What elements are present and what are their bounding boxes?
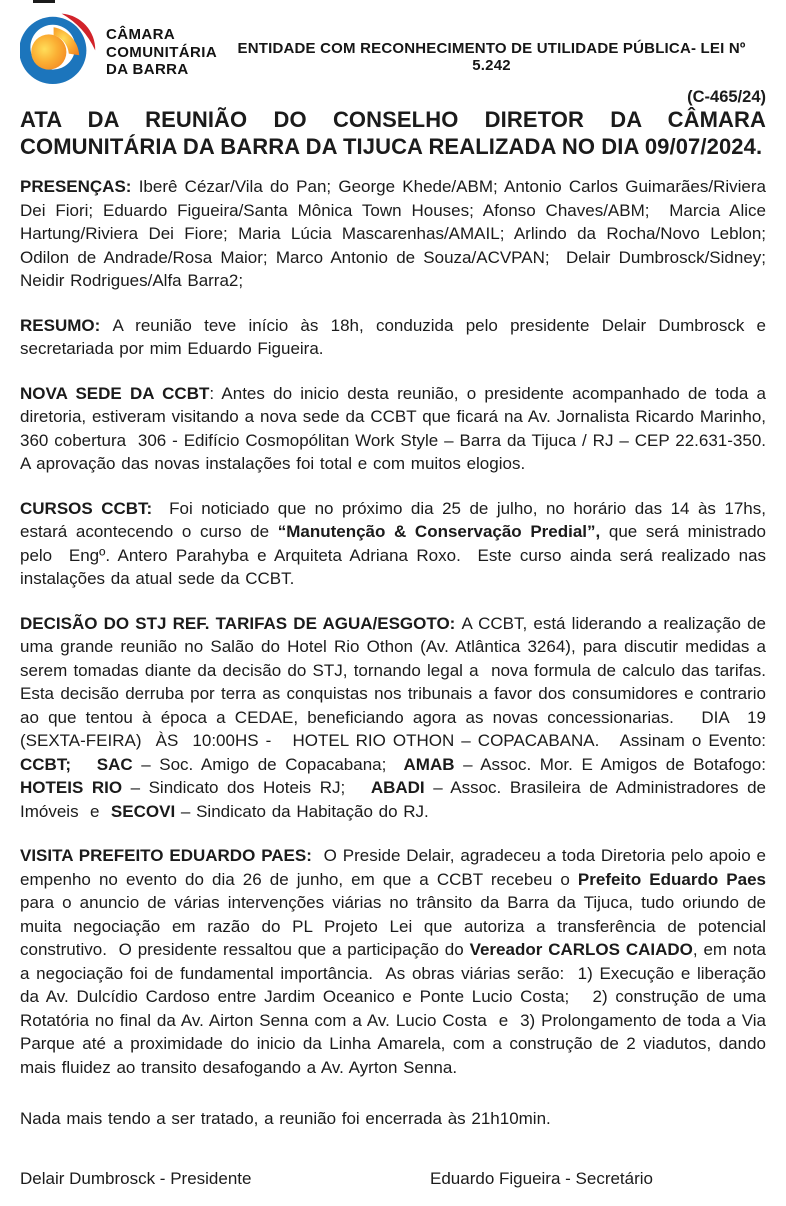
logo-line-1: CÂMARA [106, 26, 176, 43]
ccbt-logo-icon [20, 12, 100, 92]
document-reference: (C-465/24) [687, 88, 766, 106]
signature-row [20, 1167, 766, 1191]
scan-artifact [33, 0, 55, 3]
paragraph-cursos: CURSOS CCBT: Foi noticiado que no próximo dia 25 de julho, no horário das 14 às 17hs, estará acontecendo o curso de “Manutenção & Conservação Predial”, que será ministrado pelo Engº. Antero Parahyba e Arquiteta Adriana Roxo. Este curso ainda será realizado nas instalações da atual sede da CCBT. [20, 498, 772, 588]
logo-line-2: COMUNITÁRIA [106, 43, 218, 61]
logo-wordmark [106, 26, 217, 79]
signature-secretary: Eduardo Figueira - Secretário [430, 1168, 654, 1188]
paragraph-presencas: PRESENÇAS: Iberê Cézar/Vila do Pan; George Khede/ABM; Antonio Carlos Guimarães/Riviera Dei Fiori; Eduardo Figueira/Santa Mônica Town Houses; Afonso Chaves/ABM; Marcia Alice Hartung/Riviera Dei Fiore; Maria Lúcia Mascarenhas/AMAIL; Arlindo da Rocha/Novo Leblon; Odilon de Andrade/Rosa Maior; Marco Antonio de Souza/ACVPAN; Delair Dumbrosck/Sidney; Neidir Rodrigues/Alfa Barra2; [20, 177, 772, 290]
document-title: ATA DA REUNIÃO DO CONSELHO DIRETOR DA CÂMARA COMUNITÁRIA DA BARRA DA TIJUCA REALIZADA NO DIA 09/07/2024. [20, 107, 766, 159]
closing-statement: Nada mais tendo a ser tratado, a reunião foi encerrada às 21h10min. [20, 1109, 551, 1128]
signature-president: Delair Dumbrosck - Presidente [20, 1168, 252, 1188]
ccbt-logo [20, 6, 217, 92]
document-header [20, 6, 766, 92]
paragraph-visita-prefeito: VISITA PREFEITO EDUARDO PAES: O Preside Delair, agradeceu a toda Diretoria pelo apoio e empenho no evento do dia 26 de junho, em que a CCBT recebeu o Prefeito Eduardo Paes para o anuncio de várias intervenções viárias no trânsito da Barra da Tijuca, tudo oriundo de muita negociação em razão do PL Projeto Lei que autoriza a transferência de potencial construtivo. O presidente ressaltou que a participação do Vereador CARLOS CAIADO, em nota a negociação foi de fundamental importância. As obras viárias serão: 1) Execução e liberação da Av. Dulcídio Cardoso entre Jardim Oceanico e Ponte Lucio Costa; 2) construção de uma Rotatória no final da Av. Airton Senna com a Av. Lucio Costa e 3) Prolongamento de toda a Via Parque até a proximidade do inicio da Linha Amarela, com a construção de 2 viadutos, dando mais fluidez ao transito desafogando a Av. Ayrton Senna. [20, 846, 772, 1077]
logo-line-3: DA BARRA [106, 61, 189, 78]
paragraph-decisao-stj: DECISÃO DO STJ REF. TARIFAS DE AGUA/ESGOTO: A CCBT, está liderando a realização de uma grande reunião no Salão do Hotel Rio Othon (Av. Atlântica 3264), para discutir medidas a serem tomadas diante da decisão do STJ, tornando legal a nova formula de calculo das tarifas. Esta decisão derruba por terra as conquistas nos tribunais a favor dos consumidores e contrario ao que tentou à época a CEDAE, beneficiando agora as novas concessionarias. DIA 19 (SEXTA-FEIRA) ÀS 10:00HS - HOTEL RIO OTHON – COPACABANA. Assinam o Evento: CCBT; SAC – Soc. Amigo de Copacabana; AMAB – Assoc. Mor. E Amigos de Botafogo: HOTEIS RIO – Sindicato dos Hoteis RJ; ABADI – Assoc. Brasileira de Administradores de Imóveis e SECOVI – Sindicato da Habitação do RJ. [20, 613, 772, 821]
paragraph-resumo: RESUMO: A reunião teve início às 18h, conduzida pelo presidente Delair Dumbrosck e secretariada por mim Eduardo Figueira. [20, 315, 772, 358]
utility-recognition-banner: ENTIDADE COM RECONHECIMENTO DE UTILIDADE PÚBLICA- LEI Nº 5.242 [237, 40, 746, 74]
paragraph-nova-sede: NOVA SEDE DA CCBT: Antes do inicio desta reunião, o presidente acompanhado de toda a diretoria, estiveram visitando a nova sede da CCBT que ficará na Av. Jornalista Ricardo Marinho, 360 cobertura 306 - Edifício Cosmopólitan Work Style – Barra da Tijuca / RJ – CEP 22.631-350. A aprovação das novas instalações foi total e com muitos elogios. [20, 383, 772, 473]
